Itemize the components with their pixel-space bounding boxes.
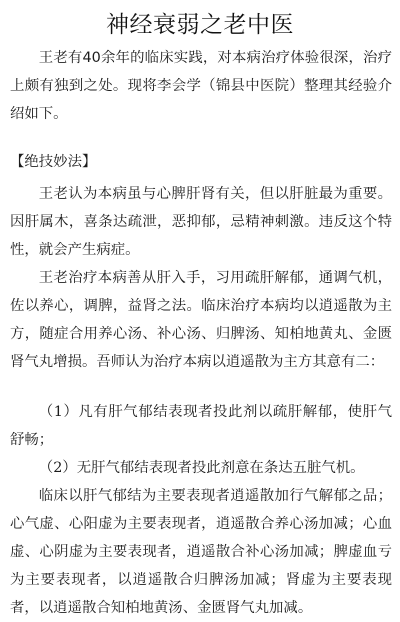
list-item-2: （2）无肝气郁结表现者投此剂意在条达五脏气机。 [38, 460, 365, 476]
document-title: 神经衰弱之老中医 [106, 12, 294, 38]
body-paragraph-3: 临床以肝气郁结为主要表现者逍遥散加行气解郁之品；心气虚、心阳虚为主要表现者，逍遥散合养心汤加减；心血虚、心阴虚为主要表现者，逍遥散合补心汤加减；脾虚血亏为主要表现者，以逍遥散合归脾汤加减；肾虚为主要表现者，以逍遥散合知柏地黄汤、金匮肾气丸加减。 [10, 488, 392, 616]
body-paragraph-1: 王老认为本病虽与心脾肝肾有关，但以肝脏最为重要。因肝属木，喜条达疏泄，恶抑郁，忌精神刺激。违反这个特性，就会产生病症。 [10, 186, 392, 258]
intro-paragraph: 王老有40余年的临床实践，对本病治疗体验很深，治疗上颇有独到之处。现将李会学（锦县中医院）整理其经验介绍如下。 [10, 50, 392, 122]
body-paragraph-2: 王老治疗本病善从肝入手，习用疏肝解郁，通调气机，佐以养心，调脾，益肾之法。临床治疗本病均以逍遥散为主方，随症合用养心汤、补心汤、归脾汤、知柏地黄丸、金匮肾气丸增损。吾师认为治疗本病以逍遥散为主方其意有二： [10, 270, 392, 370]
section-heading: 【绝技妙法】 [10, 154, 97, 170]
list-item-1: （1）凡有肝气郁结表现者投此剂以疏肝解郁，使肝气舒畅； [10, 404, 392, 448]
